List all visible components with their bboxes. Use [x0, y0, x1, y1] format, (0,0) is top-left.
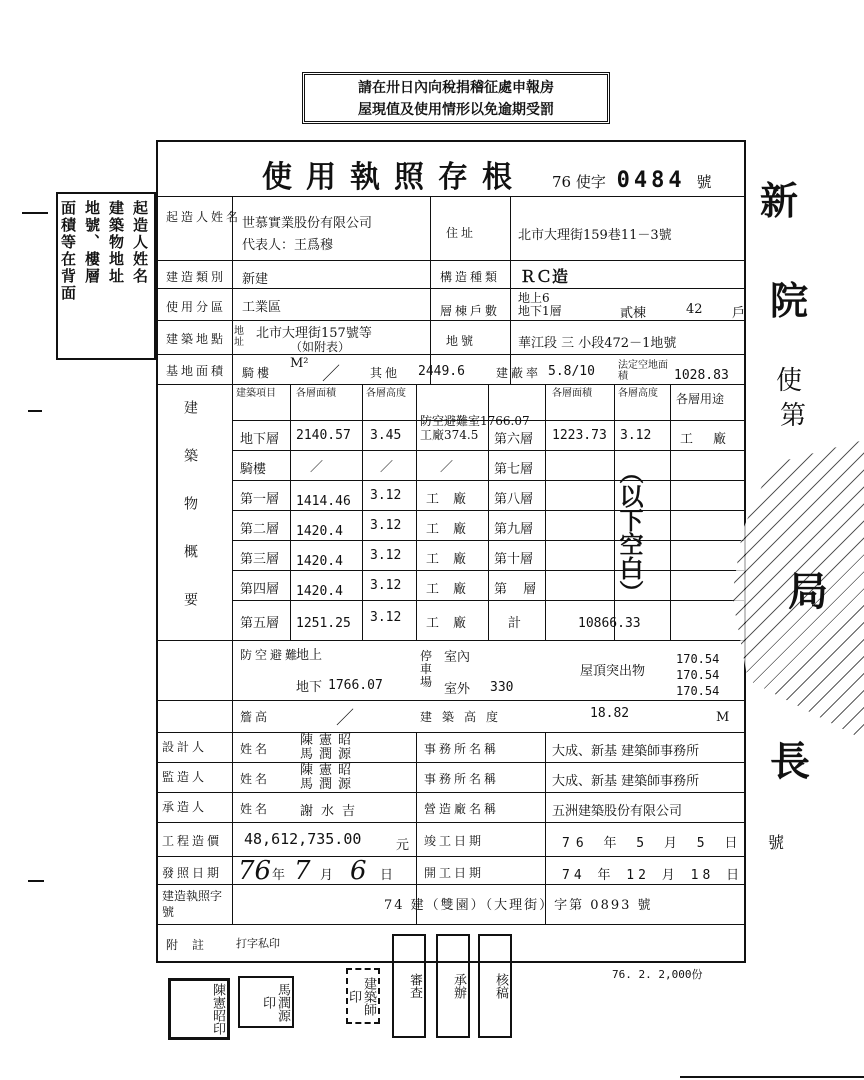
row-rule — [158, 354, 744, 355]
start-date-label: 開工日期 — [424, 866, 485, 880]
col-rule — [545, 384, 546, 640]
hdr-area: 各層面積 — [296, 388, 336, 399]
row-rule — [158, 320, 744, 321]
build-type-label: 建造類別 — [166, 270, 227, 284]
col-rule — [416, 384, 417, 640]
row-rule — [158, 792, 744, 793]
row-rule — [158, 196, 744, 197]
edge-char-6: 長 — [770, 738, 810, 785]
start-date: 74 年 12 月 18 日 — [562, 868, 744, 883]
floors-below: 地下1層 — [518, 304, 562, 318]
row-rule — [158, 260, 744, 261]
designer-office-label: 事務所名稱 — [424, 742, 500, 756]
site-address: 北市大理街157號等 — [256, 326, 372, 341]
floor-left-area: 1420.4 — [296, 524, 343, 539]
notice-line-2: 屋現值及使用情形以免逾期受罰 — [358, 102, 554, 118]
floor-left-use: 防空避難室1766.07 工廠374.5 — [420, 414, 530, 442]
floor-left-use: 工廠 — [426, 616, 481, 631]
floor-right-name: 第七層 — [494, 462, 534, 477]
applicant-rep: 代表人：王爲穆 — [242, 238, 334, 253]
col-rule — [362, 384, 363, 640]
area-unit: M² — [290, 356, 309, 371]
site-label: 建築地點 — [166, 332, 227, 346]
row-rule — [158, 822, 744, 823]
shelter-below: 地下 — [296, 680, 323, 695]
hdr-use-right: 各層用途 — [676, 392, 725, 406]
site-area-label: 基地面積 — [166, 364, 227, 378]
row-rule — [158, 384, 744, 385]
hdr-item: 建築項目 — [236, 388, 276, 399]
col-rule — [290, 384, 291, 640]
height-unit: M — [716, 710, 730, 725]
applicant-address-label: 住址 — [446, 226, 477, 240]
floor-right-name: 計 — [508, 616, 522, 631]
parking-outdoor-label: 室外 — [444, 682, 471, 697]
review-stamp: 審查 — [392, 934, 426, 1038]
designer-label: 設計人 — [162, 740, 208, 754]
supervisor-office: 大成、新基 建築師事務所 — [552, 774, 700, 789]
col-rule — [430, 196, 431, 384]
roof-area-3: 170.54 — [676, 684, 720, 698]
floor-left-name: 第三層 — [240, 552, 280, 567]
floor-left-use: ／ — [440, 460, 454, 475]
zone-value: 工業區 — [242, 300, 282, 315]
floor-right-area: 1223.73 — [552, 428, 607, 443]
remark-label: 附註 — [166, 938, 219, 952]
floor-left-area: 2140.57 — [296, 428, 351, 443]
arcade-dash: ／ — [322, 364, 340, 385]
floor-left-height: 3.12 — [370, 548, 402, 563]
architect-seal-2: 馬潤源印 — [238, 976, 294, 1028]
cost-value: 48,612,735.00 — [244, 830, 362, 848]
edge-mark — [680, 1076, 864, 1078]
floor-left-use: 工廠 — [426, 492, 481, 507]
arcade-label: 騎樓 — [242, 366, 273, 380]
remark-value: 打字私印 — [236, 937, 280, 950]
hdr-height: 各層高度 — [366, 388, 406, 399]
shelter-above: 地上 — [296, 648, 323, 663]
floor-left-area: 1251.25 — [296, 616, 351, 631]
roof-area-1: 170.54 — [676, 652, 720, 666]
floor-left-name: 地下層 — [240, 432, 280, 447]
edge-char-4: 第 — [780, 401, 807, 431]
coverage-label: 建蔽率 — [496, 366, 542, 380]
designer-name-label: 姓名 — [240, 742, 271, 756]
edge-char-1: 新 — [760, 178, 799, 223]
hdr-area-right: 各層面積 — [552, 388, 592, 399]
lot-value: 華江段 三 小段472－1地號 — [518, 336, 677, 351]
supervisor-name-label: 姓名 — [240, 772, 271, 786]
floors-value — [518, 292, 562, 318]
lot-label: 地號 — [446, 334, 477, 348]
doc-type: 使字 — [575, 173, 606, 191]
floor-left-name: 騎樓 — [240, 462, 267, 477]
designer-name-1: 陳憲昭 — [300, 733, 358, 748]
permit-number: 74 建（雙園）（大理街）字第 0893 號 — [384, 898, 653, 913]
floor-total-area: 10866.33 — [578, 616, 641, 631]
zone-label: 使用分區 — [166, 300, 227, 314]
applicant-address: 北市大理街159巷11－3號 — [518, 228, 672, 243]
unit-count: 42 — [686, 302, 703, 317]
floor-left-area: 1414.46 — [296, 494, 351, 509]
side-note-col-2: 建築物地址 — [107, 200, 125, 285]
building-height: 18.82 — [590, 706, 630, 721]
unit-suffix: 戶 — [732, 306, 746, 321]
contractor-label: 承造人 — [162, 800, 208, 814]
shelter-below-area: 1766.07 — [328, 678, 383, 693]
doc-suffix: 號 — [696, 173, 712, 191]
issue-year-unit: 年 — [272, 868, 286, 883]
build-type: 新建 — [242, 272, 269, 287]
architect-seal-1: 陳憲昭印 — [168, 978, 230, 1040]
floor-left-name: 第一層 — [240, 492, 280, 507]
floor-left-height: 3.12 — [370, 610, 402, 625]
eave-dash: ／ — [336, 708, 354, 729]
floor-right-height: 3.12 — [620, 428, 652, 443]
floor-left-height: 3.12 — [370, 488, 402, 503]
row-rule — [158, 732, 744, 733]
issue-day-unit: 日 — [380, 868, 394, 883]
side-note-box — [56, 192, 156, 360]
row-rule — [158, 762, 744, 763]
floor-left-name: 第五層 — [240, 616, 280, 631]
col-rule — [670, 384, 671, 640]
edge-char-3: 使 — [776, 366, 803, 396]
floor-left-area: ／ — [310, 460, 324, 475]
parking-label: 停車場 — [420, 649, 433, 689]
other-label: 其他 — [370, 366, 401, 380]
floor-left-area: 1420.4 — [296, 584, 343, 599]
floor-left-use: 工廠 — [426, 522, 481, 537]
structure-type: ＲＣ造 — [520, 267, 569, 286]
completion-label: 竣工日期 — [424, 834, 485, 848]
supervisor-name-2: 馬潤源 — [300, 777, 358, 792]
col-rule — [510, 196, 511, 384]
cost-label: 工程造價 — [162, 834, 223, 848]
issue-date-label: 發照日期 — [162, 866, 223, 880]
floor-right-name: 第六層 — [494, 432, 534, 447]
doc-serial: 0484 — [616, 168, 686, 193]
floor-right-name: 第十層 — [494, 552, 534, 567]
row-rule — [158, 924, 744, 925]
contractor-name: 謝水吉 — [300, 804, 364, 819]
applicant-company: 世慕實業股份有限公司 — [242, 216, 373, 231]
completion-date: 76 年 5 月 5 日 — [562, 836, 744, 851]
issue-month-unit: 月 — [320, 868, 334, 883]
supervisor-office-label: 事務所名稱 — [424, 772, 500, 786]
roof-area-2: 170.54 — [676, 668, 720, 682]
issue-day: 6 — [350, 856, 367, 886]
floor-right-name: 第 層 — [494, 582, 543, 597]
supervisor-name-1: 陳憲昭 — [300, 763, 358, 778]
parking-indoor-label: 室內 — [444, 650, 471, 665]
eave-label: 簷高 — [240, 710, 271, 724]
designer-office: 大成、新基 建築師事務所 — [552, 744, 700, 759]
edge-mark — [28, 880, 44, 882]
document-number — [552, 168, 711, 193]
side-note-col-3: 地號、樓層 — [83, 200, 101, 285]
floor-left-use: 工廠 — [426, 552, 481, 567]
print-footer: 76. 2. 2,000份 — [612, 968, 703, 981]
handler-stamp: 承辦 — [436, 934, 470, 1038]
floor-left-area: 1420.4 — [296, 554, 343, 569]
supervisor-label: 監造人 — [162, 770, 208, 784]
open-space-area: 1028.83 — [674, 368, 729, 383]
notice-line-1: 請在卅日內向稅捐稽征處申報房 — [358, 80, 554, 96]
doc-year: 76 — [552, 173, 572, 191]
floors-label: 層棟戶數 — [440, 304, 501, 318]
cost-unit: 元 — [396, 838, 410, 853]
edge-mark — [22, 212, 48, 214]
row-rule — [158, 640, 744, 641]
structure-label: 構造種類 — [440, 270, 501, 284]
official-seal-1: 建築師印 — [346, 968, 380, 1024]
edge-mark — [28, 410, 42, 412]
floor-left-name: 第二層 — [240, 522, 280, 537]
floor-right-name: 第八層 — [494, 492, 534, 507]
side-note-col-1: 起造人姓名 — [131, 200, 149, 285]
coverage-ratio: 5.8/10 — [548, 364, 595, 379]
building-overview-label: 建築物概要 — [182, 400, 198, 640]
floor-left-height: 3.12 — [370, 518, 402, 533]
applicant-label: 起造人姓名 — [166, 210, 242, 224]
floor-left-use: 工廠 — [426, 582, 481, 597]
floor-left-height: ／ — [380, 460, 394, 475]
side-note-col-4: 面積等在背面 — [59, 200, 77, 302]
building-count: 貳棟 — [620, 306, 647, 321]
contractor-name-label: 姓名 — [240, 802, 271, 816]
tax-notice-box — [302, 72, 610, 124]
designer-names — [300, 734, 357, 762]
edge-char-2: 院 — [770, 278, 809, 323]
edge-char-7: 號 — [768, 833, 785, 852]
form-title: 使用執照存根 — [262, 160, 526, 195]
floor-right-name: 第九層 — [494, 522, 534, 537]
roof-label: 屋頂突出物 — [580, 664, 646, 679]
floor-left-name: 第四層 — [240, 582, 280, 597]
edge-char-5: 局 — [788, 568, 828, 615]
row-rule — [158, 700, 744, 701]
issue-month: 7 — [294, 856, 311, 886]
shelter-label: 防空避難 — [240, 648, 301, 662]
floors-above: 地上6 — [518, 291, 550, 305]
row-rule — [158, 288, 744, 289]
hdr-height-right: 各層高度 — [618, 388, 658, 399]
col-rule — [232, 196, 233, 924]
floor-left-height: 3.45 — [370, 428, 402, 443]
approval-stamp: 核稿 — [478, 934, 512, 1038]
designer-name-2: 馬潤源 — [300, 747, 358, 762]
issue-year: 76 — [238, 856, 272, 886]
contractor-firm: 五洲建築股份有限公司 — [552, 804, 683, 819]
contractor-firm-label: 營造廠名稱 — [424, 802, 500, 816]
site-address-label: 地址 — [234, 326, 244, 348]
supervisor-names — [300, 764, 357, 792]
open-space-label: 法定空地面積 — [618, 360, 668, 382]
floor-right-use: 工廠 — [680, 432, 747, 447]
building-height-label: 建築高度 — [420, 710, 509, 724]
other-area: 2449.6 — [418, 364, 465, 379]
parking-outdoor-area: 330 — [490, 680, 514, 695]
floor-left-height: 3.12 — [370, 578, 402, 593]
site-note: （如附表） — [290, 340, 351, 354]
permit-label: 建造執照字號 — [162, 889, 223, 919]
blank-below-note: （以下空白） — [615, 460, 644, 604]
